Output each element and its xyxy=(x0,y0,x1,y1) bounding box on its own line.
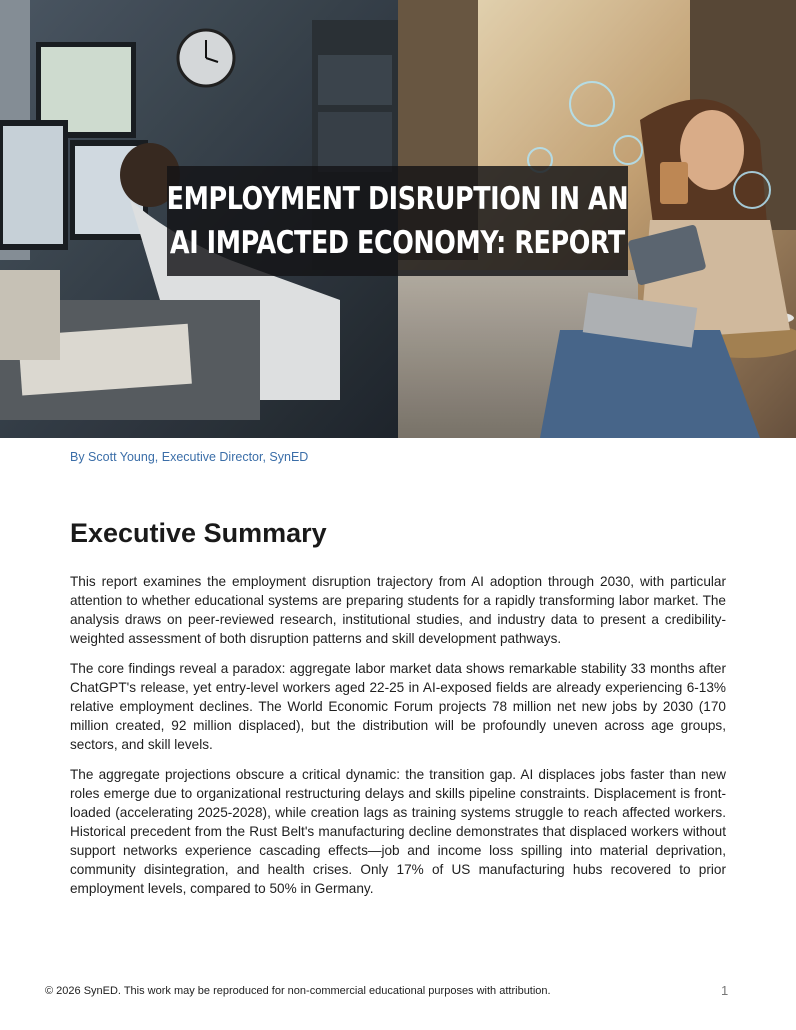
author-byline: By Scott Young, Executive Director, SynED xyxy=(70,450,309,464)
report-title-line-2: AI IMPACTED ECONOMY: REPORT xyxy=(170,225,625,261)
hero-image xyxy=(0,0,796,438)
summary-body xyxy=(70,572,726,909)
report-title-line-1: EMPLOYMENT DISRUPTION IN AN xyxy=(166,181,629,217)
copyright-footer: © 2026 SynED. This work may be reproduced for non-commercial educational purposes with attribution. xyxy=(45,985,551,997)
report-title-banner xyxy=(167,166,628,276)
page-number: 1 xyxy=(721,983,729,998)
summary-paragraph-2: The core findings reveal a paradox: aggregate labor market data shows remarkable stability 33 months after ChatGPT's release, yet entry-level workers aged 22-25 in AI-exposed fields are already experiencing 6-13% relative employment declines. The World Economic Forum projects 78 million net new jobs by 2030 (170 million created, 92 million displaced), but the distribution will be profoundly uneven across age groups, sectors, and skill levels. xyxy=(70,661,726,752)
section-heading: Executive Summary xyxy=(70,518,327,548)
summary-paragraph-3: The aggregate projections obscure a critical dynamic: the transition gap. AI displaces jobs faster than new roles emerge due to organizational restructuring delays and skills pipeline constraints. Displacement is front-loaded (accelerating 2025-2028), while creation lags as training systems struggle to reach affected workers. Historical precedent from the Rust Belt's manufacturing decline demonstrates that displaced workers without support networks experience cascading effects—job and income loss spilling into material deprivation, community disintegration, and health crises. Only 17% of US manufacturing hubs recovered to prior employment levels, compared to 50% in Germany. xyxy=(70,767,726,896)
summary-paragraph-1: This report examines the employment disruption trajectory from AI adoption through 2030, with particular attention to whether educational systems are preparing students for a rapidly transforming labor market. The analysis draws on peer-reviewed research, institutional studies, and industry data to present a credibility-weighted assessment of both disruption patterns and skill development pathways. xyxy=(70,574,726,646)
